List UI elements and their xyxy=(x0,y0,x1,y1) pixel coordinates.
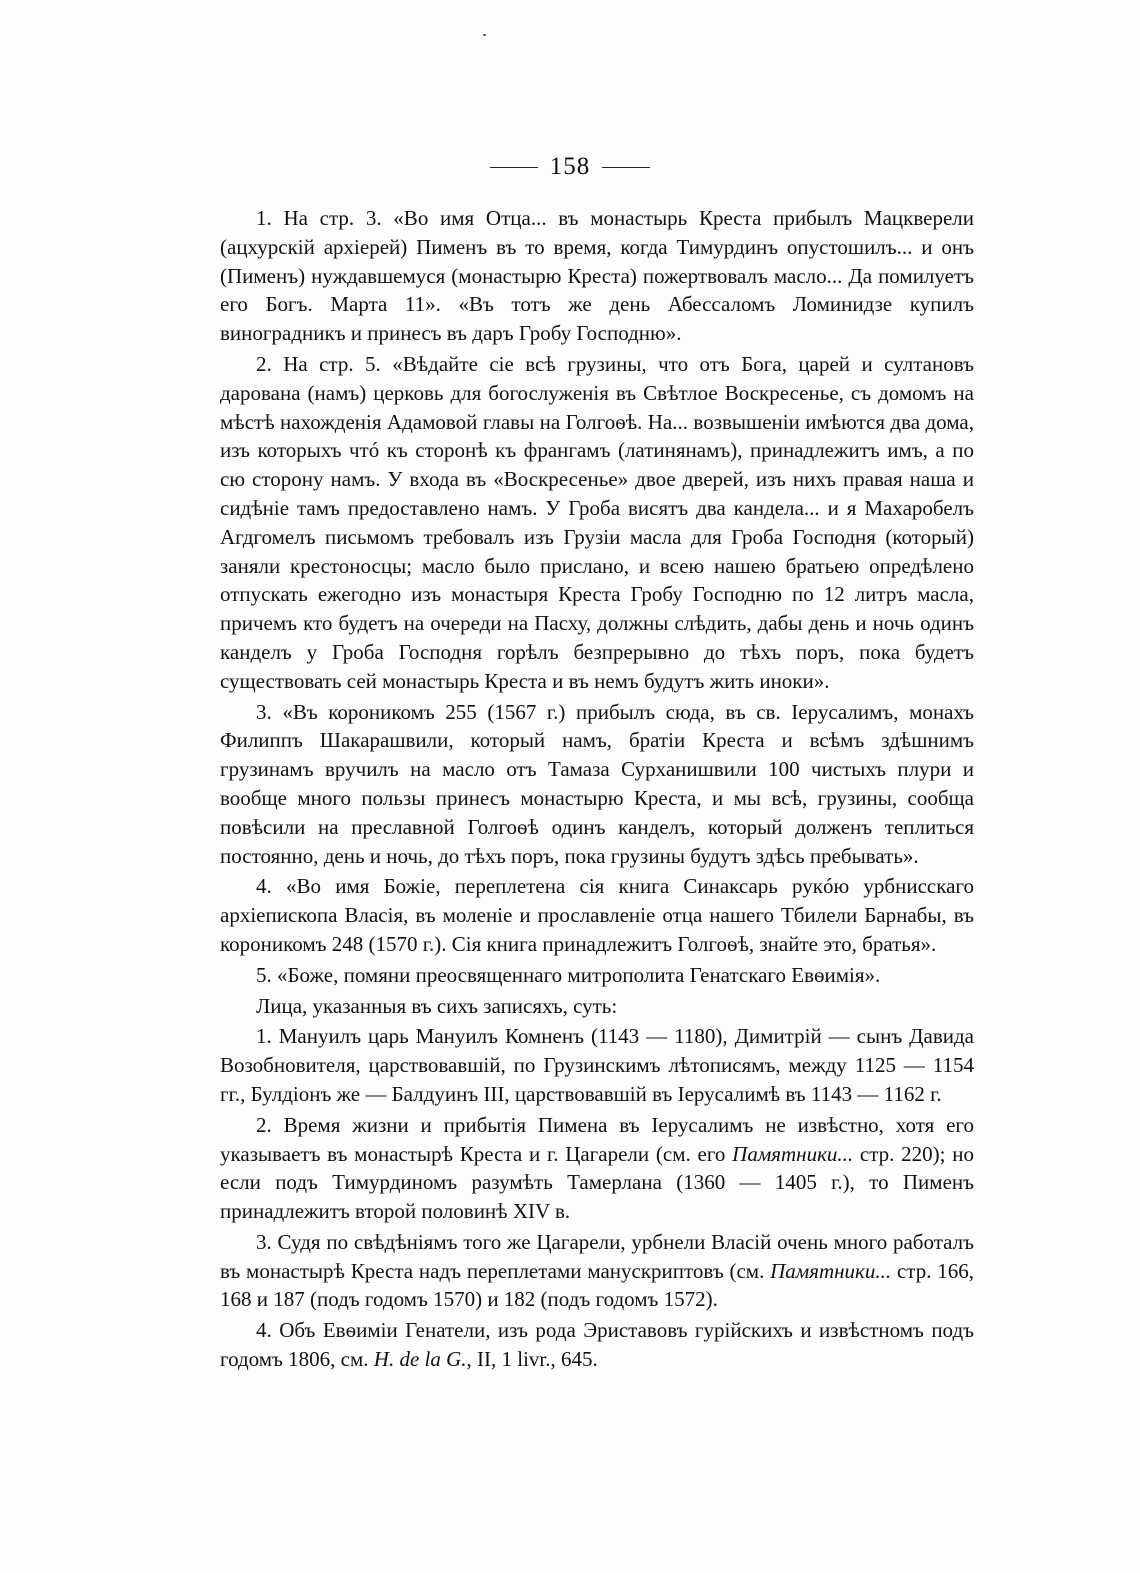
header-rule-left xyxy=(490,167,538,168)
scan-speck xyxy=(483,34,486,36)
note-2-italic-title: Памятники... xyxy=(732,1141,854,1166)
paragraph-1: 1. На стр. 3. «Во имя Отца... въ монастырь Креста прибылъ Мацкверели (ацхурскій архіерей) Пименъ въ то время, когда Тимурдинъ опустошилъ... и онъ (Пименъ) нуждавшемуся (монастырю Креста) пожертвовалъ масло... Да помилуетъ его Богъ. Марта 11». «Въ тотъ же день Абессаломъ Ломинидзе купилъ виноградникъ и принесъ въ даръ Гробу Господню». xyxy=(220,206,974,346)
note-4-italic-ref: H. de la G. xyxy=(373,1347,467,1372)
note-4 xyxy=(220,1316,974,1374)
note-2-text-a: 2. Время жизни и прибытія Пимена въ Іерусалимъ не извѣстно, хотя его указываетъ въ монастырѣ Креста и г. Цагарели (см. его xyxy=(220,1112,974,1166)
paragraph-2: 2. На стр. 5. «Вѣдайте сіе всѣ грузины, что отъ Бога, царей и султановъ дарована (намъ) церковь для богослуженія въ Свѣтлое Воскресенье, съ домомъ на мѣстѣ нахожденія Адамовой главы на Голгоѳѣ. На... возвышеніи имѣются два дома, изъ которыхъ чтó къ сторонѣ къ франгамъ (латинянамъ), принадлежитъ имъ, а по сю сторону намъ. У входа въ «Воскресенье» двое дверей, изъ нихъ правая наша и сидѣніе тамъ предоставлено намъ. У Гроба висятъ два кандела... и я Махаробелъ Агдгомелъ письмомъ требовалъ изъ Грузіи масла для Гроба Господня (который) заняли крестоносцы; масло было прислано, и всею нашею братьею опредѣлено отпускать ежегодно изъ монастыря Креста Гробу Господню по 12 литръ масла, причемъ кто будетъ на очереди на Пасху, должны слѣдить, дабы день и ночь одинъ канделъ у Гроба Господня горѣлъ безпрерывно до тѣхъ поръ, пока будетъ существовать сей монастырь Креста и въ немъ будутъ жить иноки». xyxy=(220,351,974,693)
header-rule-right xyxy=(602,167,650,168)
paragraph-persons-intro: Лица, указанныя въ сихъ записяхъ, суть: xyxy=(256,993,618,1018)
note-3-italic-title: Памятники... xyxy=(770,1258,892,1283)
note-4-text-a: 4. Объ Евѳиміи Генатели, изъ рода Эриставовъ гурійскихъ и извѣстномъ подъ годомъ 1806, см. xyxy=(220,1318,974,1372)
note-2 xyxy=(220,1111,974,1226)
paragraph-3: 3. «Въ короникомъ 255 (1567 г.) прибылъ сюда, въ св. Іерусалимъ, монахъ Филиппъ Шакарашвили, который намъ, братіи Креста и всѣмъ здѣшнимъ грузинамъ вручилъ на масло отъ Тамаза Сурханишвили 100 чистыхъ плури и вообще много пользы принесъ монастырю Креста, и мы всѣ, грузины, сообща повѣсили на преславной Голгоѳѣ одинъ канделъ, который долженъ теплиться постоянно, день и ночь, до тѣхъ поръ, пока грузины будутъ здѣсь пребывать». xyxy=(220,699,974,868)
paragraph-4: 4. «Во имя Божіе, переплетена сія книга Синаксарь рукóю урбнисскаго архіепископа Власія, въ моленіе и прославленіе отца нашего Тбилели Барнабы, въ короникомъ 248 (1570 г.). Сія книга принадлежитъ Голгоѳѣ, знайте это, братья». xyxy=(220,874,974,956)
page-header xyxy=(0,152,1140,182)
page-body xyxy=(220,204,974,1376)
note-3-text-a: 3. Судя по свѣдѣніямъ того же Цагарели, урбнели Власій очень много работалъ въ монастырѣ Креста надъ переплетами манускриптовъ (см. xyxy=(220,1229,974,1283)
paragraph-5: 5. «Боже, помяни преосвященнаго митрополита Генатскаго Евѳимія». xyxy=(256,962,881,987)
note-4-text-b: , II, 1 livr., 645. xyxy=(466,1347,598,1372)
note-3-text-b: стр. 166, 168 и 187 (подъ годомъ 1570) и 182 (подъ годомъ 1572). xyxy=(220,1258,974,1312)
note-2-text-b: стр. 220); но если подъ Тимурдиномъ разумѣть Тамерлана (1360 — 1405 г.), то Пименъ принадлежитъ второй половинѣ XIV в. xyxy=(220,1141,974,1224)
note-3 xyxy=(220,1228,974,1314)
note-1: 1. Мануилъ царь Мануилъ Комненъ (1143 — 1180), Димитрій — сынъ Давида Возобновителя, царствовавшій, по Грузинскимъ лѣтописямъ, между 1125 — 1154 гг., Булдіонъ же — Балдуинъ III, царствовавшій въ Іерусалимѣ въ 1143 — 1162 г. xyxy=(220,1024,974,1106)
page-number: 158 xyxy=(549,153,591,180)
